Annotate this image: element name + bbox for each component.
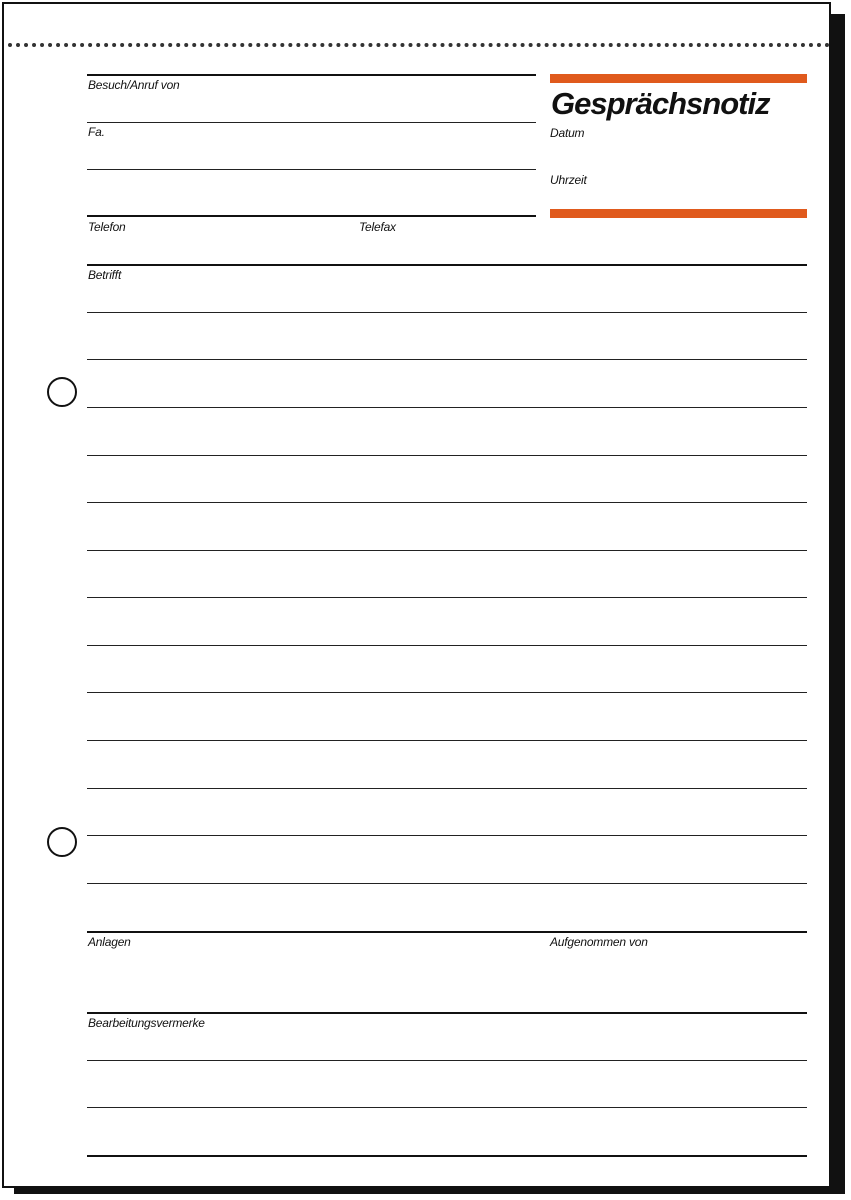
writing-line[interactable] [87, 550, 807, 551]
writing-line[interactable] [87, 883, 807, 884]
besuch-anruf-von-field[interactable] [87, 122, 536, 123]
header-top-rule [87, 74, 536, 76]
writing-line[interactable] [87, 740, 807, 741]
writing-line[interactable] [87, 502, 807, 503]
accent-bar-bottom [550, 209, 807, 218]
label-besuch-anruf-von: Besuch/Anruf von [88, 78, 180, 92]
label-telefax: Telefax [359, 220, 396, 234]
fa-field-line-2[interactable] [87, 215, 536, 217]
perforation-line [8, 43, 830, 47]
label-anlagen: Anlagen [88, 935, 131, 949]
accent-bar-top [550, 74, 807, 83]
label-datum: Datum [550, 126, 585, 140]
label-betrifft: Betrifft [88, 268, 122, 282]
label-uhrzeit: Uhrzeit [550, 173, 587, 187]
writing-line[interactable] [87, 692, 807, 693]
writing-line[interactable] [87, 645, 807, 646]
bearbeitungsvermerke-line[interactable] [87, 1060, 807, 1061]
writing-line[interactable] [87, 359, 807, 360]
bearbeitungsvermerke-line[interactable] [87, 1107, 807, 1108]
label-telefon: Telefon [88, 220, 126, 234]
label-fa: Fa. [88, 125, 105, 139]
writing-line[interactable] [87, 835, 807, 836]
fa-field[interactable] [87, 169, 536, 170]
writing-line[interactable] [87, 788, 807, 789]
form-sheet [2, 2, 831, 1188]
bearbeitungsvermerke-line[interactable] [87, 1155, 807, 1157]
label-bearbeitungsvermerke: Bearbeitungsvermerke [88, 1016, 205, 1030]
writing-line[interactable] [87, 312, 807, 313]
anlagen-field[interactable] [87, 1012, 807, 1014]
writing-line[interactable] [87, 455, 807, 456]
writing-line[interactable] [87, 597, 807, 598]
punch-hole-top [47, 377, 77, 407]
writing-line-last[interactable] [87, 931, 807, 933]
writing-line[interactable] [87, 407, 807, 408]
punch-hole-bottom [47, 827, 77, 857]
telefon-field[interactable] [87, 264, 807, 266]
label-aufgenommen-von: Aufgenommen von [550, 935, 648, 949]
form-title: Gesprächsnotiz [551, 86, 770, 121]
